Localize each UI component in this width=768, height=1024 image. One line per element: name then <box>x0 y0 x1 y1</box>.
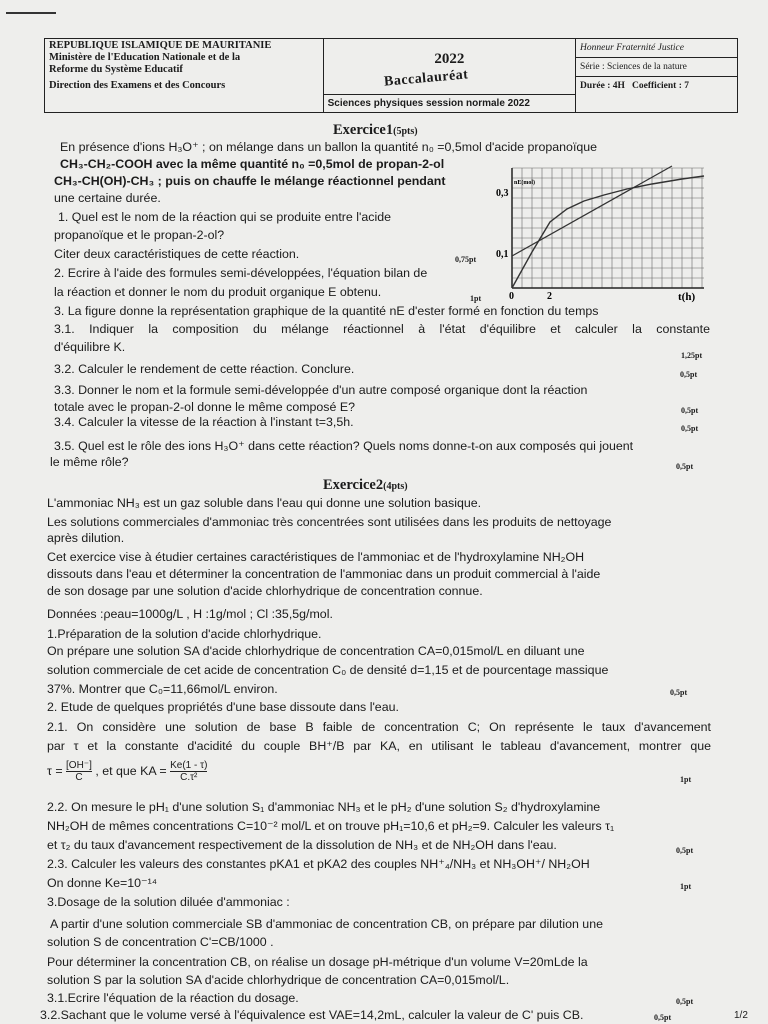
ex2-line: solution S de concentration C'=CB/1000 . <box>47 935 274 949</box>
serie: Série : Sciences de la nature <box>576 58 737 77</box>
exercise1-points: (5pts) <box>393 126 418 137</box>
duration-coef <box>576 77 737 96</box>
ex2-line: Les solutions commerciales d'ammoniac très concentrées sont utilisées dans les produits de nettoyage <box>47 515 612 529</box>
points-mark: 0,5pt <box>676 846 694 855</box>
exercise2-points: (4pts) <box>383 481 408 492</box>
ex2-line: On prépare une solution SA d'acide chlorhydrique de concentration CA=0,015mol/L en diluant une <box>47 644 585 658</box>
page-number: 1/2 <box>734 1010 748 1021</box>
formula-fraction-1 <box>66 760 92 783</box>
points-mark: 0,5pt <box>681 406 699 415</box>
ex2-data: Données :ρeau=1000g/L , H :1g/mol ; Cl :35,5g/mol. <box>47 607 333 621</box>
ex2-line: 3.2.Sachant que le volume versé à l'équivalence est VAE=14,2mL, calculer la valeur de C' puis CB. <box>40 1008 584 1022</box>
graph-grid <box>512 168 704 288</box>
ex1-question: 2. Ecrire à l'aide des formules semi-développées, l'équation bilan de <box>54 266 428 280</box>
points-mark: 0,75pt <box>455 255 477 264</box>
exercise2-name: Exercice2 <box>323 477 384 493</box>
ex2-line: solution commerciale de cet acide de concentration C₀ de densité d=1,15 et de pourcentage massique <box>47 663 609 677</box>
ex1-question: le même rôle? <box>50 455 129 469</box>
points-mark: 0,5pt <box>670 688 688 697</box>
y-label-top: 0,3 <box>496 188 509 199</box>
ester-curve <box>512 176 704 288</box>
ex1-question: la réaction et donner le nom du produit organique E obtenu. <box>54 285 382 299</box>
ex2-line: Cet exercice vise à étudier certaines caractéristiques de l'ammoniac et de l'hydroxylamine NH₂OH <box>47 550 585 564</box>
session-label: Sciences physiques session normale 2022 <box>324 94 575 112</box>
points-mark: 1pt <box>680 775 692 784</box>
exam-header <box>44 38 738 113</box>
ex1-question: d'équilibre K. <box>54 340 126 354</box>
y-unit: nE(mol) <box>514 180 535 186</box>
ex2-line: 37%. Montrer que C₀=11,66mol/L environ. <box>47 682 278 696</box>
ex2-line: 3.1.Ecrire l'équation de la réaction du dosage. <box>47 991 299 1005</box>
ex1-question: 3. La figure donne la représentation graphique de la quantité nE d'ester formé en fonction du temps <box>54 304 599 318</box>
formula-num1: [OH⁻] <box>66 760 92 771</box>
exercise1-name: Exercice1 <box>333 122 394 138</box>
ex2-line: On donne Ke=10⁻¹⁴ <box>47 876 158 890</box>
ex1-question: totale avec le propan-2-ol donne le même composé E? <box>54 400 355 414</box>
points-mark: 1pt <box>470 294 482 303</box>
formula-num2: Ke(1 - τ) <box>170 760 208 771</box>
ex2-line: par τ et la constante d'acidité du couple BH⁺/B par KA, en utilisant le tableau d'avancement, montrer que <box>47 739 711 753</box>
ex2-section: 1.Préparation de la solution d'acide chlorhydrique. <box>47 627 322 641</box>
motto: Honneur Fraternité Justice <box>576 39 737 58</box>
ministry-block <box>45 39 324 113</box>
formula-den2: C.τ² <box>170 771 207 783</box>
points-mark: 0,5pt <box>676 462 694 471</box>
formula-ka: KA = <box>140 763 167 778</box>
x-unit: t(h) <box>678 291 696 303</box>
formula-fraction-2 <box>170 760 207 783</box>
ex2-line: 2.2. On mesure le pH₁ d'une solution S₁ d'ammoniac NH₃ et le pH₂ d'une solution S₂ d'hydroxylamine <box>47 800 601 814</box>
exercise2-title <box>323 477 408 494</box>
formula-mid: , et que <box>95 763 137 778</box>
ex1-question: 3.1. Indiquer la composition du mélange réactionnel à l'état d'équilibre et calculer la constante <box>54 322 710 336</box>
ex1-question: 3.2. Calculer le rendement de cette réaction. Conclure. <box>54 362 355 376</box>
ex2-line: Pour déterminer la concentration CB, on réalise un dosage pH-métrique d'un volume V=20mLde la <box>47 955 588 969</box>
ex2-line: de son dosage par une solution d'acide chlorhydrique de concentration connue. <box>47 584 483 598</box>
ex2-section: 2. Etude de quelques propriétés d'une base dissoute dans l'eau. <box>47 700 399 714</box>
ex2-line: et τ₂ du taux d'avancement respectivement de la dissolution de NH₃ et de NH₂OH dans l'eau. <box>47 838 557 852</box>
exam-name: Baccalauréat <box>383 67 469 90</box>
ex2-line: après dilution. <box>47 531 125 545</box>
points-mark: 0,5pt <box>681 424 699 433</box>
ex2-line: 2.3. Calculer les valeurs des constantes pKA1 et pKA2 des couples NH⁺₄/NH₃ et NH₃OH⁺/ NH₂OH <box>47 857 590 871</box>
tau-ka-formula <box>47 760 207 783</box>
y-label-low: 0,1 <box>496 249 509 260</box>
ex2-section: 3.Dosage de la solution diluée d'ammoniac : <box>47 895 290 909</box>
exam-title-block <box>323 39 575 113</box>
ministry-line: Reforme du Système Educatif <box>49 64 183 75</box>
points-mark: 0,5pt <box>654 1013 672 1022</box>
ex1-line: CH₃-CH(OH)-CH₃ ; puis on chauffe le mélange réactionnel pendant <box>54 174 446 188</box>
exercise1-title <box>333 122 418 139</box>
scan-mark <box>6 12 56 14</box>
formula-den1: C <box>66 771 92 783</box>
ester-quantity-graph <box>492 160 712 305</box>
points-mark: 1,25pt <box>681 351 703 360</box>
points-mark: 0,5pt <box>680 370 698 379</box>
ex2-line: dissouts dans l'eau et déterminer la concentration de l'ammoniac dans un produit commercial à l'aide <box>47 567 601 581</box>
right-block <box>576 39 738 113</box>
x-zero-label: 0 <box>509 291 514 302</box>
ex1-question: 1. Quel est le nom de la réaction qui se produite entre l'acide <box>58 210 391 224</box>
ex2-line: 2.1. On considère une solution de base B faible de concentration C; On représente le taux d'avancement <box>47 720 711 734</box>
ex1-question: propanoïque et le propan-2-ol? <box>54 228 225 242</box>
points-mark: 1pt <box>680 882 692 891</box>
ex1-line: CH₃-CH₂-COOH avec la même quantité n₀ =0,5mol de propan-2-ol <box>60 157 445 171</box>
x-two-label: 2 <box>547 291 552 302</box>
ex1-question: 3.4. Calculer la vitesse de la réaction à l'instant t=3,5h. <box>54 415 354 429</box>
ex1-line: En présence d'ions H₃O⁺ ; on mélange dans un ballon la quantité n₀ =0,5mol d'acide propanoïque <box>60 140 598 154</box>
duration: Durée : 4H <box>580 81 625 91</box>
formula-tau: τ = <box>47 763 63 778</box>
ex1-question: 3.5. Quel est le rôle des ions H₃O⁺ dans cette réaction? Quels noms donne-t-on aux composés qui jouent <box>54 439 634 453</box>
ex2-line: solution S par la solution SA d'acide chlorhydrique de concentration CA=0,015mol/L. <box>47 973 510 987</box>
ministry-line: Ministère de l'Education Nationale et de la <box>49 52 241 63</box>
ex1-line: une certaine durée. <box>54 191 161 205</box>
ministry-line: Direction des Examens et des Concours <box>49 80 226 91</box>
points-mark: 0,5pt <box>676 997 694 1006</box>
coefficient: Coefficient : 7 <box>632 81 690 91</box>
ex2-line: A partir d'une solution commerciale SB d'ammoniac de concentration CB, on prépare par dilution une <box>50 917 603 931</box>
ex1-question: 3.3. Donner le nom et la formule semi-développée d'un autre composé organique dont la réaction <box>54 383 588 397</box>
exam-year: 2022 <box>434 51 465 67</box>
ministry-line: REPUBLIQUE ISLAMIQUE DE MAURITANIE <box>49 40 272 51</box>
ex2-line: NH₂OH de mêmes concentrations C=10⁻² mol/L et on trouve pH₁=10,6 et pH₂=9. Calculer les valeurs τ₁ <box>47 819 615 833</box>
ex1-question: Citer deux caractéristiques de cette réaction. <box>54 247 300 261</box>
ex2-line: L'ammoniac NH₃ est un gaz soluble dans l'eau qui donne une solution basique. <box>47 496 482 510</box>
